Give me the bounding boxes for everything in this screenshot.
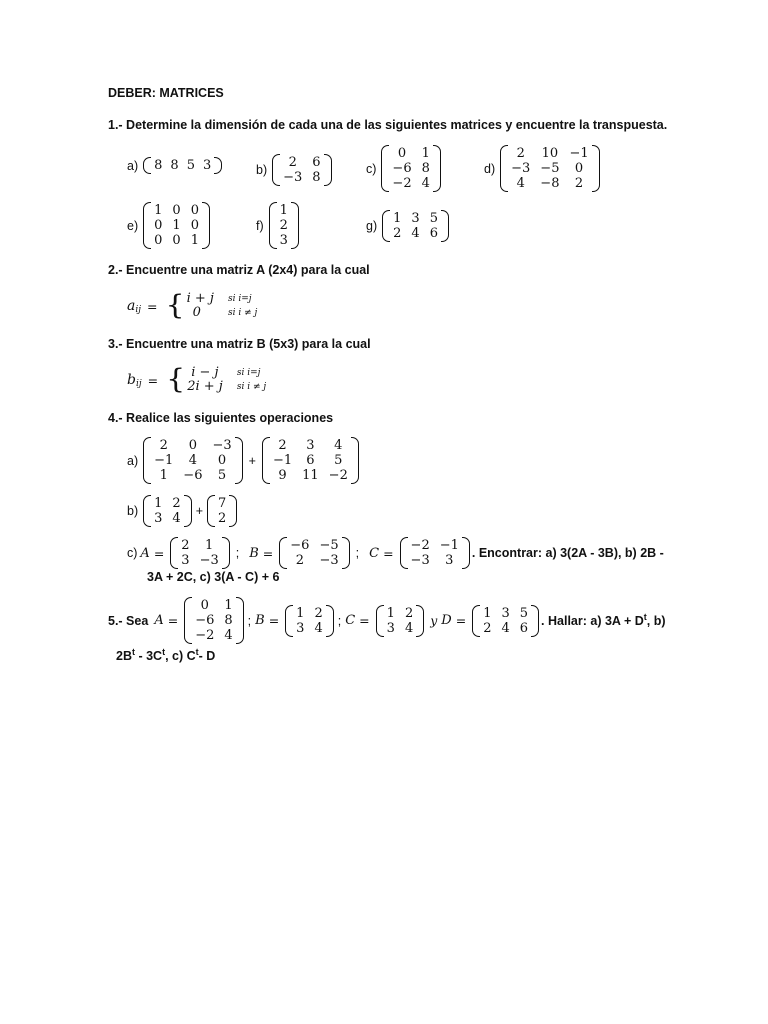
q3-brace: { [166,363,186,396]
q4a-matrix-2 [262,437,359,484]
q3-case-1: i − j [191,365,219,380]
q4-item-c [127,537,664,569]
q4b-matrix-2-cell-1-0: 2 [218,511,227,526]
q5-A-eq: = [167,613,179,628]
q1-item-e [127,202,212,249]
q1-matrix-e-cell-1-1: 1 [172,218,181,233]
q4-label-b: b) [127,504,139,518]
q5-matrix-D-left-paren [472,605,480,637]
q5-prefix: 5.- Sea [108,613,149,628]
q1-item-b [256,154,334,186]
q4c-matrix-C-left-paren [400,537,408,569]
q5-matrix-D [472,605,539,637]
q1-matrix-c-cell-1-0: −6 [392,161,412,176]
q4c-matrix-B-cell-1-0: 2 [295,553,304,568]
q4c-matrix-A-cell-0-1: 1 [205,538,214,553]
q1-matrix-a-cell-0-1: 8 [170,158,179,173]
q4c-B-eq: = [262,545,274,561]
q1-item-c [366,145,443,192]
q5-statement [108,597,666,644]
q1-item-g [366,210,451,242]
q2-cond-1: si i=j [227,294,252,304]
q5-matrix-C [376,605,425,637]
q3-cond-2: si i ≠ j [236,382,267,392]
q1-matrix-e-cell-0-0: 1 [154,203,163,218]
q1-matrix-g-cell-0-2: 5 [429,211,438,226]
q4a-matrix-1-cell-2-0: 1 [159,468,168,483]
q1-matrix-a-right-paren [214,157,222,174]
q4c-matrix-B-cell-0-0: −6 [290,538,310,553]
q4-label-a: a) [127,453,139,468]
q1-matrix-a-cell-0-0: 8 [154,158,163,173]
q1-matrix-a-cell-0-3: 3 [202,158,212,173]
q4c-matrix-A-cell-1-0: 3 [181,553,190,568]
q1-matrix-g-cell-1-2: 6 [429,226,438,241]
q4b-matrix-1 [143,495,192,527]
q5-matrix-D-cell-1-0: 2 [483,620,492,636]
q4b-matrix-1-cell-1-0: 3 [154,511,163,526]
q1-matrix-e-cell-1-0: 0 [154,218,163,233]
q1-matrix-d [500,145,600,192]
q4a-matrix-1-cell-1-2: 0 [217,453,227,468]
q1-matrix-f-left-paren [269,202,277,249]
q4a-matrix-1-cell-1-0: −1 [154,453,174,468]
q4a-matrix-1-cell-0-0: 2 [159,438,168,453]
q4a-matrix-1-left-paren [143,437,151,484]
q1-matrix-c-cell-1-1: 8 [421,161,430,176]
q1-label-c: c) [366,161,377,176]
q5-matrix-B-cell-1-0: 3 [296,620,305,636]
q5-B-name: B [255,613,265,628]
q1-matrix-b-cell-0-1: 6 [312,155,321,170]
q5-line2-sup2: t [162,647,166,657]
q4c-matrix-B-cell-0-1: −5 [319,538,339,553]
q5-matrix-B [285,605,334,637]
q4a-matrix-1-cell-1-1: 4 [188,453,198,468]
q5-line2-c: , c) C [165,649,196,664]
q4a-matrix-2-cell-1-0: −1 [272,453,293,468]
q5-matrix-A [184,597,243,644]
q1-matrix-b [272,154,331,186]
q5-C-name: C [345,613,356,628]
q4a-matrix-1-cell-2-2: 5 [217,468,227,483]
q5-D-name: D [441,613,452,628]
q5-matrix-B-cell-0-0: 1 [296,605,305,621]
q2-case-2: 0 [192,305,201,320]
q1-matrix-g-cell-0-0: 1 [393,211,402,226]
q5-matrix-D-cell-1-1: 4 [501,620,510,636]
q1-label-e: e) [127,218,139,233]
q2-statement: 2.- Encuentre una matriz A (2x4) para la cual [108,263,370,277]
q4b-matrix-1-right-paren [184,495,192,527]
q4c-matrix-A-cell-1-1: −3 [199,553,219,568]
q1-matrix-d-right-paren [592,145,600,192]
q5-C-eq: = [359,613,370,628]
q1-matrix-a-cell-0-2: 5 [186,158,195,173]
q4c-task-line2: 3A + 2C, c) 3(A - C) + 6 [147,570,280,584]
q1-matrix-g-right-paren [441,210,449,242]
q4c-matrix-C-cell-1-0: −3 [410,553,430,568]
q5-line2-sup3: t [195,647,199,657]
q5-matrix-C-cell-1-1: 4 [404,620,414,636]
q1-matrix-f-cell-0-0: 1 [279,203,288,218]
q4c-matrix-A-cell-0-0: 2 [181,538,190,553]
q4a-matrix-1-cell-2-1: −6 [183,468,203,483]
q4a-matrix-1-right-paren [235,437,243,484]
q4b-matrix-2-left-paren [207,495,215,527]
q1-matrix-c-left-paren [381,145,389,192]
q1-matrix-g [382,210,449,242]
q4b-matrix-1-cell-1-1: 4 [172,511,181,526]
q4-label-c: c) [127,546,138,560]
q4c-matrix-C [400,537,470,569]
q4-statement: 4.- Realice las siguientes operaciones [108,411,334,425]
q1-matrix-g-left-paren [382,210,390,242]
q2-lhs: a [127,298,136,314]
q1-matrix-g-cell-1-1: 4 [411,226,420,241]
q3-lhs: b [127,372,136,388]
q1-matrix-c-cell-0-1: 1 [421,146,430,161]
q4b-matrix-1-cell-0-1: 2 [172,496,181,511]
q5-matrix-C-cell-1-0: 3 [386,620,395,636]
q5-matrix-A-cell-1-1: 8 [224,613,233,628]
q4-item-b [127,495,239,527]
q2-brace: { [165,289,185,322]
q4a-matrix-2-cell-2-2: −2 [328,468,348,483]
q4b-matrix-1-cell-0-0: 1 [154,496,163,511]
q4a-matrix-2-right-paren [351,437,359,484]
q4a-matrix-1-cell-0-2: −3 [212,438,232,453]
q4b-matrix-2-right-paren [229,495,237,527]
q1-matrix-e-cell-2-2: 1 [190,233,199,248]
q5-matrix-A-right-paren [236,597,244,644]
q2-cond-2: si i ≠ j [227,308,258,318]
q1-matrix-c-cell-2-0: −2 [392,176,412,191]
q1-label-d: d) [484,161,496,176]
q1-label-f: f) [256,218,264,233]
q4c-matrix-B-left-paren [279,537,287,569]
q1-matrix-g-cell-0-1: 3 [411,211,420,226]
q3-equals: = [147,372,159,388]
q1-matrix-d-cell-1-1: −5 [540,161,560,176]
q4a-matrix-2-cell-2-0: 9 [278,468,287,483]
q5-matrix-C-left-paren [376,605,384,637]
q1-matrix-a [143,157,222,174]
q5-line2-b: - 3C [134,649,163,664]
q4a-matrix-2-left-paren [262,437,270,484]
q1-matrix-d-left-paren [500,145,508,192]
q4a-matrix-1-cell-0-1: 0 [188,438,198,453]
q4a-matrix-2-cell-0-1: 3 [306,438,315,453]
q4b-plus: + [195,504,203,518]
q4a-matrix-2-cell-2-1: 11 [302,468,319,483]
q4c-sep-2: ; [355,546,360,560]
q4b-matrix-2-cell-0-0: 7 [218,496,227,511]
q5-matrix-A-cell-2-1: 4 [224,628,233,643]
q5-matrix-D-cell-0-2: 5 [519,605,529,621]
q4c-matrix-C-cell-0-1: −1 [439,538,459,553]
q4a-matrix-2-cell-0-2: 4 [334,438,343,453]
q4c-matrix-C-cell-0-0: −2 [410,538,430,553]
q1-matrix-g-cell-1-0: 2 [393,226,402,241]
q5-task-line2 [116,647,215,663]
q1-matrix-e-cell-2-1: 0 [172,233,181,248]
q5-matrix-D-cell-0-1: 3 [501,605,510,621]
q4c-matrix-C-cell-1-1: 3 [445,553,454,568]
q1-statement: 1.- Determine la dimensión de cada una de las siguientes matrices y encuentre la transpuesta. [108,118,668,132]
q1-matrix-e-cell-1-2: 0 [190,218,199,233]
q5-task-sup: t [643,612,647,623]
q5-matrix-A-cell-0-0: 0 [200,598,209,613]
q1-matrix-e-right-paren [202,202,210,249]
q4c-matrix-C-right-paren [462,537,470,569]
q1-label-g: g) [366,219,378,233]
q2-equals: = [147,298,158,314]
q1-matrix-b-cell-0-0: 2 [288,155,297,170]
q1-matrix-c-right-paren [433,145,441,192]
q5-matrix-B-left-paren [285,605,293,637]
q4c-A-eq: = [153,545,165,561]
q1-matrix-e-left-paren [143,202,151,249]
q5-matrix-B-cell-0-1: 2 [314,605,323,621]
q1-matrix-d-cell-0-2: −1 [569,146,589,161]
q4c-matrix-B [279,537,349,569]
q5-line2-sup1: t [131,647,135,657]
q4c-C-name: C [369,545,380,561]
q5-A-name: A [154,613,164,628]
q5-matrix-A-cell-1-0: −6 [195,613,215,628]
q5-matrix-D-cell-0-0: 1 [483,605,492,621]
q5-matrix-D-cell-1-2: 6 [519,620,529,636]
q1-matrix-d-cell-2-0: 4 [516,176,525,191]
q5-task [541,612,665,628]
q3-definition [127,365,266,395]
q1-matrix-e-cell-0-1: 0 [172,203,181,218]
q3-lhs-sub: ij [135,379,142,389]
q1-matrix-b-cell-1-1: 8 [312,170,321,185]
q4b-matrix-1-left-paren [143,495,151,527]
q5-matrix-A-cell-2-0: −2 [195,628,215,643]
q5-task-end: , b) [646,614,666,629]
q1-matrix-c-cell-0-0: 0 [397,146,407,161]
q5-line2-d: - D [198,649,216,664]
q1-matrix-e [143,202,210,249]
q4c-task: . Encontrar: a) 3(2A - 3B), b) 2B - [471,546,664,560]
q5-matrix-D-right-paren [531,605,539,637]
q4c-matrix-A-left-paren [170,537,178,569]
q1-matrix-c-cell-2-1: 4 [421,176,430,191]
q1-matrix-b-left-paren [272,154,280,186]
q1-item-f [256,202,301,249]
q4c-matrix-B-right-paren [342,537,350,569]
q1-item-a [127,157,224,174]
q2-case-1: i + j [186,291,214,306]
q1-matrix-b-right-paren [324,154,332,186]
q1-matrix-d-cell-0-0: 2 [516,146,525,161]
q4c-sep-1: ; [235,546,240,560]
q4a-matrix-2-cell-1-2: 5 [334,453,343,468]
q4c-matrix-A [170,537,229,569]
q1-matrix-a-left-paren [143,157,151,174]
q1-matrix-e-cell-2-0: 0 [154,233,163,248]
q5-matrix-A-cell-0-1: 1 [224,598,233,613]
q4c-matrix-A-right-paren [222,537,230,569]
q1-item-d [484,145,602,192]
q5-task-a: . Hallar: a) 3A + D [541,614,644,629]
q5-matrix-B-cell-1-1: 4 [314,620,323,636]
q1-matrix-c [381,145,440,192]
q5-B-eq: = [268,613,280,628]
q1-matrix-d-cell-0-1: 10 [541,146,559,161]
q4-item-a [127,437,361,484]
q5-D-eq: = [455,613,467,628]
q1-matrix-d-cell-2-2: 2 [574,176,584,191]
q3-case-2: 2i + j [187,379,223,394]
q1-matrix-f-cell-2-0: 3 [279,233,288,248]
q4a-matrix-1 [143,437,243,484]
q5-y: y [430,613,438,628]
q1-matrix-e-cell-0-2: 0 [190,203,199,218]
q4a-matrix-2-cell-0-0: 2 [278,438,287,453]
q5-sep-2: ; [337,613,342,628]
q5-matrix-C-cell-0-0: 1 [386,605,395,621]
q1-matrix-f-right-paren [291,202,299,249]
q1-matrix-f-cell-1-0: 2 [279,218,288,233]
q3-statement: 3.- Encuentre una matriz B (5x3) para la cual [108,337,371,351]
q5-line2-a: 2B [116,649,132,664]
q5-matrix-A-left-paren [184,597,192,644]
q1-matrix-d-cell-1-2: 0 [574,161,584,176]
q1-matrix-f [269,202,299,249]
q5-matrix-B-right-paren [326,605,334,637]
q1-label-b: b) [256,163,268,177]
q4c-B-name: B [249,545,259,561]
q4a-plus: + [248,453,256,468]
q1-matrix-d-cell-1-0: −3 [511,161,531,176]
q2-lhs-sub: ij [135,305,142,315]
q4c-A-name: A [140,545,150,561]
q2-definition [127,291,257,321]
q4c-matrix-B-cell-1-1: −3 [319,553,339,568]
q4c-C-eq: = [383,545,394,561]
q5-matrix-C-right-paren [416,605,424,637]
q1-label-a: a) [127,158,139,173]
q5-sep-1: ; [247,613,252,628]
q4a-matrix-2-cell-1-1: 6 [306,453,315,468]
q3-cond-1: si i=j [236,368,261,378]
q1-matrix-d-cell-2-1: −8 [540,176,560,191]
q5-matrix-C-cell-0-1: 2 [404,605,414,621]
page-title: DEBER: MATRICES [108,86,224,100]
q4b-matrix-2 [207,495,237,527]
q1-matrix-b-cell-1-0: −3 [283,170,303,185]
